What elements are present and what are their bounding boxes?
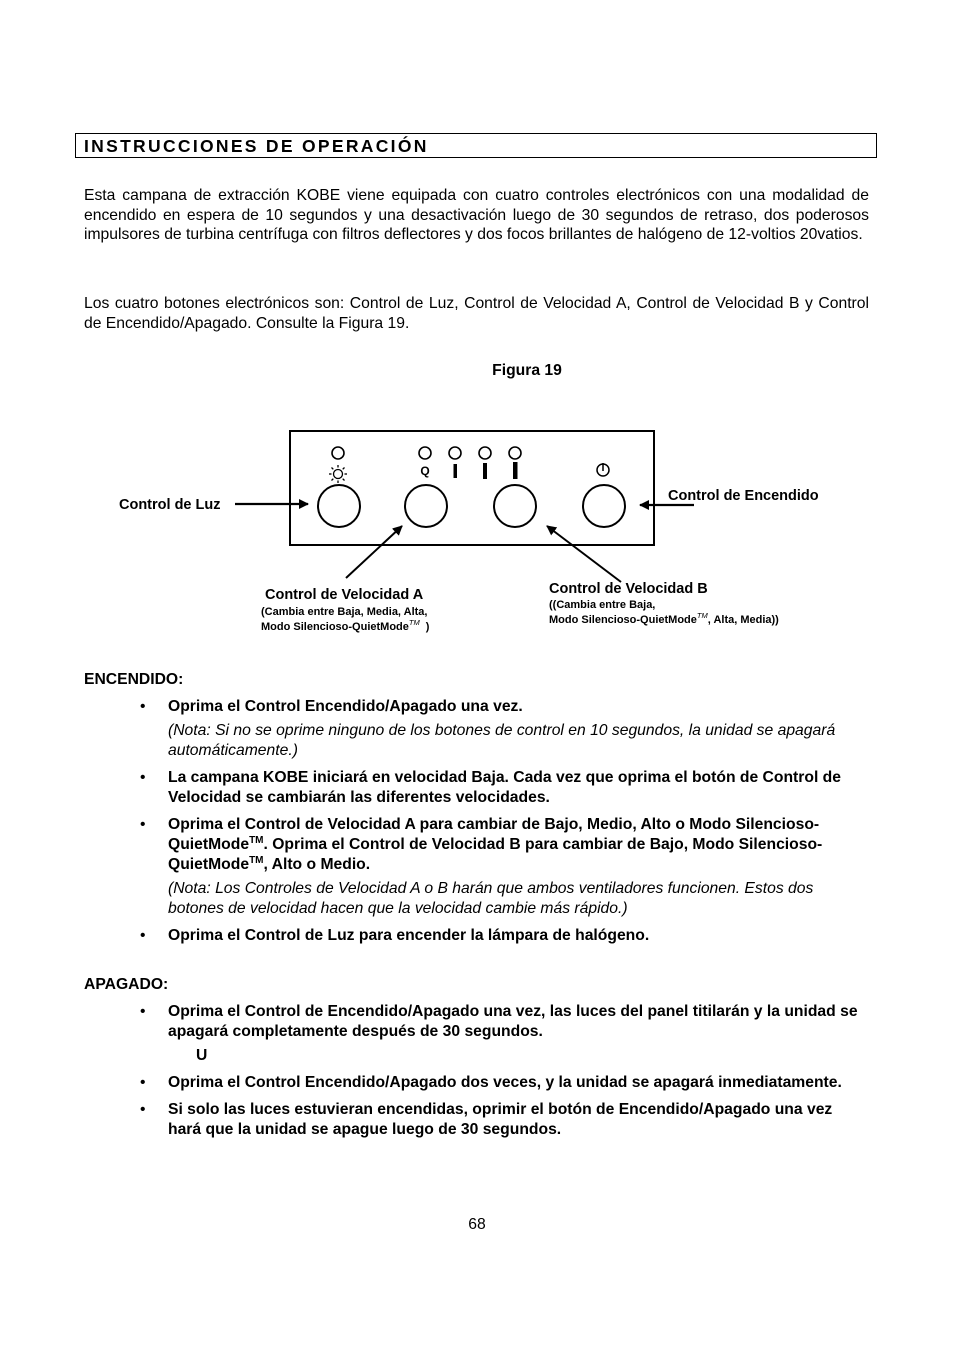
page-title: INSTRUCCIONES DE OPERACIÓN (75, 133, 877, 158)
quiet-mode-q-icon: Q (420, 464, 430, 478)
speed-medium-bar-icon (483, 463, 487, 479)
note-speed-a-line1: (Cambia entre Baja, Media, Alta, (261, 606, 428, 618)
label-control-de-encendido: Control de Encendido (668, 488, 819, 504)
label-control-de-velocidad-a: Control de Velocidad A (265, 587, 424, 603)
apagado-heading: APAGADO: (84, 976, 169, 993)
encendido-heading: ENCENDIDO: (84, 671, 184, 688)
bullet-icon: • (140, 1074, 146, 1091)
speed-a-control-button (405, 485, 447, 527)
intro-paragraph-2: Los cuatro botones electrónicos son: Control de Luz, Control de Velocidad A, Control de Velocidad B y Control de Encendido/Apagado. Consulte la Figura 19. (84, 295, 869, 332)
label-control-de-velocidad-b: Control de Velocidad B (549, 581, 708, 597)
apagado-list (84, 1002, 869, 1147)
list-item: • Oprima el Control Encendido/Apagado dos veces, y la unidad se apagará inmediatamente. (140, 1074, 842, 1091)
note-speed-a-line2: Modo Silencioso-QuietMode™ ) (261, 618, 430, 633)
list-item: • Oprima el Control de Encendido/Apagado una vez, las luces del panel titilarán y la unidad se apagará completamente después de 30 segundos. U (84, 1002, 869, 1066)
speed-high-bar-icon (513, 462, 518, 479)
bullet-icon: • (140, 816, 146, 833)
label-control-de-luz: Control de Luz (119, 497, 221, 513)
note: (Nota: Los Controles de Velocidad A o B harán que ambos ventiladores funcionen. Estos dos botones de velocidad hacen que la velocidad cambie más rápido.) (168, 880, 814, 917)
bullet-icon: • (140, 698, 146, 715)
speed-a-arrow (346, 526, 402, 578)
list-item: • La campana KOBE iniciará en velocidad Baja. Cada vez que oprima el botón de Control de Velocidad se cambiarán las diferentes velocidades. (140, 769, 841, 806)
speed-b-control-button (494, 485, 536, 527)
speed-a-led-2 (449, 447, 461, 459)
control-panel-diagram (0, 400, 954, 640)
bullet-icon: • (140, 1003, 146, 1020)
light-indicator-led (332, 447, 344, 459)
speed-low-bar-icon (454, 464, 458, 478)
figure-caption: Figura 19 (492, 362, 562, 379)
stray-character: U (196, 1047, 208, 1064)
light-bulb-icon (329, 465, 347, 483)
bullet-icon: • (140, 769, 146, 786)
speed-b-led-2 (509, 447, 521, 459)
speed-b-arrow (547, 526, 621, 582)
power-symbol-icon (597, 463, 609, 476)
list-item: • Oprima el Control de Luz para encender la lámpara de halógeno. (140, 927, 650, 944)
list-item: • Si solo las luces estuvieran encendidas, oprimir el botón de Encendido/Apagado una vez hará que la unidad se apague luego de 30 segundos. (140, 1101, 833, 1138)
speed-a-led-1 (419, 447, 431, 459)
page-number: 68 (468, 1216, 486, 1233)
light-control-button (318, 485, 360, 527)
panel-outline (290, 431, 654, 545)
bullet-icon: • (140, 1101, 146, 1118)
note-speed-b-line1: ((Cambia entre Baja, (549, 599, 656, 611)
speed-b-led-1 (479, 447, 491, 459)
note-speed-b-line2: Modo Silencioso-QuietMode™, Alta, Media)) (549, 611, 779, 626)
list-item: • Oprima el Control de Velocidad A para cambiar de Bajo, Medio, Alto o Modo Silencioso-QuietMode™. Oprima el Control de Velocidad B para cambiar de Bajo, Modo Silencioso-QuietMode™, Alto o Medio. (Nota: Los Controles de Velocidad A o B harán que ambos ventiladores funcionen. Estos dos botones de velocidad hacen que la velocidad cambie más rápido.) (84, 815, 869, 919)
intro-paragraph-1: Esta campana de extracción KOBE viene equipada con cuatro controles electrónicos con una modalidad de encendido en espera de 10 segundos y una desactivación luego de 30 segundos de retraso, dos poderosos impulsores de turbina centrífuga con filtros deflectores y dos focos brillantes de halógeno de 12-voltios 20vatios. (84, 187, 869, 244)
note: (Nota: Si no se oprime ninguno de los botones de control en 10 segundos, la unidad se apagará automáticamente.) (168, 722, 836, 759)
bullet-icon: • (140, 927, 146, 944)
encendido-list (84, 697, 869, 953)
power-control-button (583, 485, 625, 527)
list-item: • Oprima el Control Encendido/Apagado una vez. (Nota: Si no se oprime ninguno de los botones de control en 10 segundos, la unidad se apagará automáticamente.) (84, 697, 869, 761)
